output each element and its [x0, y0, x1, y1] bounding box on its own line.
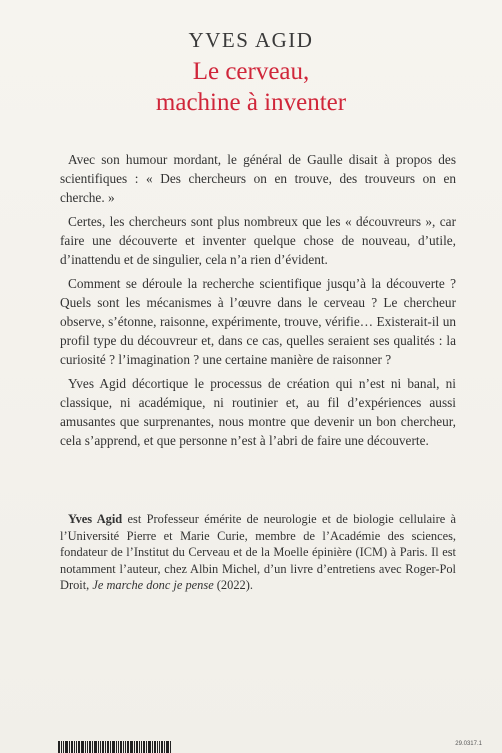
barcode-bar	[164, 741, 165, 753]
barcode-bar	[146, 741, 147, 753]
bio-book-title: Je marche donc je pense	[92, 578, 214, 593]
barcode-bar	[87, 741, 88, 753]
barcode-bar	[71, 741, 73, 753]
barcode-bar	[118, 741, 119, 753]
isbn-fragment: 29.0317.1	[455, 741, 482, 747]
barcode-bar	[110, 741, 111, 753]
barcode-bar	[105, 741, 106, 753]
barcode-bar	[134, 741, 135, 753]
blurb-paragraph-1: Avec son humour mordant, le général de Gaulle disait à propos des scientifiques : « Des chercheurs on en trouve, des trouveurs on en cherche. »	[60, 152, 456, 205]
barcode-bar	[74, 741, 75, 753]
bio-text-1: est Professeur émérite de neurologie et de biologie cellulaire à l’Université Pierre et Marie Curie, membre de l’Académie des sciences, fondateur de l’Institut du Cerveau et de la Moelle épinière (ICM) à Paris. Il est notamment l’auteur, chez Albin Michel, d’un livre d’entretiens avec Roger-Pol Droit,	[60, 512, 456, 593]
barcode-bar	[107, 741, 109, 753]
barcode-bar	[127, 741, 129, 753]
author-bio	[60, 511, 456, 594]
barcode-bar	[170, 741, 171, 753]
blurb-paragraph-3: Comment se déroule la recherche scientifique jusqu’à la découverte ? Quels sont les mécanismes à l’œuvre dans le cerveau ? Le chercheur observe, s’étonne, raisonne, expérimente, trouve, vérifie… Existerait-il un profil type du découvreur et, dans ce cas, quelles seraient ses qualités : la curiosité ? l’imagination ? une certaine manière de raisonner ?	[60, 276, 456, 367]
barcode-bar	[159, 741, 160, 753]
barcode-bar	[65, 741, 68, 753]
bio-text-2: (2022).	[213, 578, 253, 593]
barcode-bar	[94, 741, 97, 753]
blurb-paragraph-4: Yves Agid décortique le processus de création qui n’est ni banal, ni classique, ni académique, ni routinier et, au fil d’expériences aussi amusantes que surprenantes, nous montre que devenir un bon chercheur, cela s’apprend, et que personne n’est à l’abri de faire une découverte.	[60, 376, 456, 448]
barcode-bar	[63, 741, 64, 753]
barcode-bar	[112, 741, 115, 753]
barcode-bar	[58, 741, 60, 753]
barcode-bar	[102, 741, 104, 753]
barcode-bar	[98, 741, 99, 753]
barcode-bar	[61, 741, 62, 753]
barcode-bar	[120, 741, 122, 753]
barcode-bar	[154, 741, 156, 753]
barcode-bar	[116, 741, 117, 753]
barcode-bar	[89, 741, 91, 753]
barcode-bar	[85, 741, 86, 753]
barcode-bar	[123, 741, 124, 753]
barcode-bar	[148, 741, 151, 753]
barcode	[58, 741, 188, 753]
barcode-bar	[81, 741, 84, 753]
barcode-bar	[166, 741, 169, 753]
barcode-bar	[143, 741, 145, 753]
barcode-bar	[125, 741, 126, 753]
book-title-line-2: machine à inventer	[155, 89, 347, 116]
barcode-bar	[69, 741, 70, 753]
barcode-bar	[152, 741, 153, 753]
blurb-paragraph-2: Certes, les chercheurs sont plus nombreux que les « découvreurs », car faire une découverte et inventer quelque chose de nouveau, d’utile, d’inattendu et de singulier, cela n’a rien d’évident.	[60, 214, 456, 267]
barcode-bar	[92, 741, 93, 753]
book-title-line-1: Le cerveau,	[192, 58, 310, 85]
bio-author-name: Yves Agid	[68, 512, 123, 526]
author-name: YVES AGID	[188, 28, 314, 52]
barcode-bar	[136, 741, 138, 753]
blurb	[60, 150, 456, 455]
barcode-bar	[130, 741, 133, 753]
barcode-bar	[139, 741, 140, 753]
barcode-bar	[141, 741, 142, 753]
book-title	[0, 56, 502, 118]
barcode-bar	[161, 741, 163, 753]
barcode-bar	[157, 741, 158, 753]
barcode-bar	[100, 741, 101, 753]
barcode-bar	[78, 741, 80, 753]
barcode-bar	[76, 741, 77, 753]
